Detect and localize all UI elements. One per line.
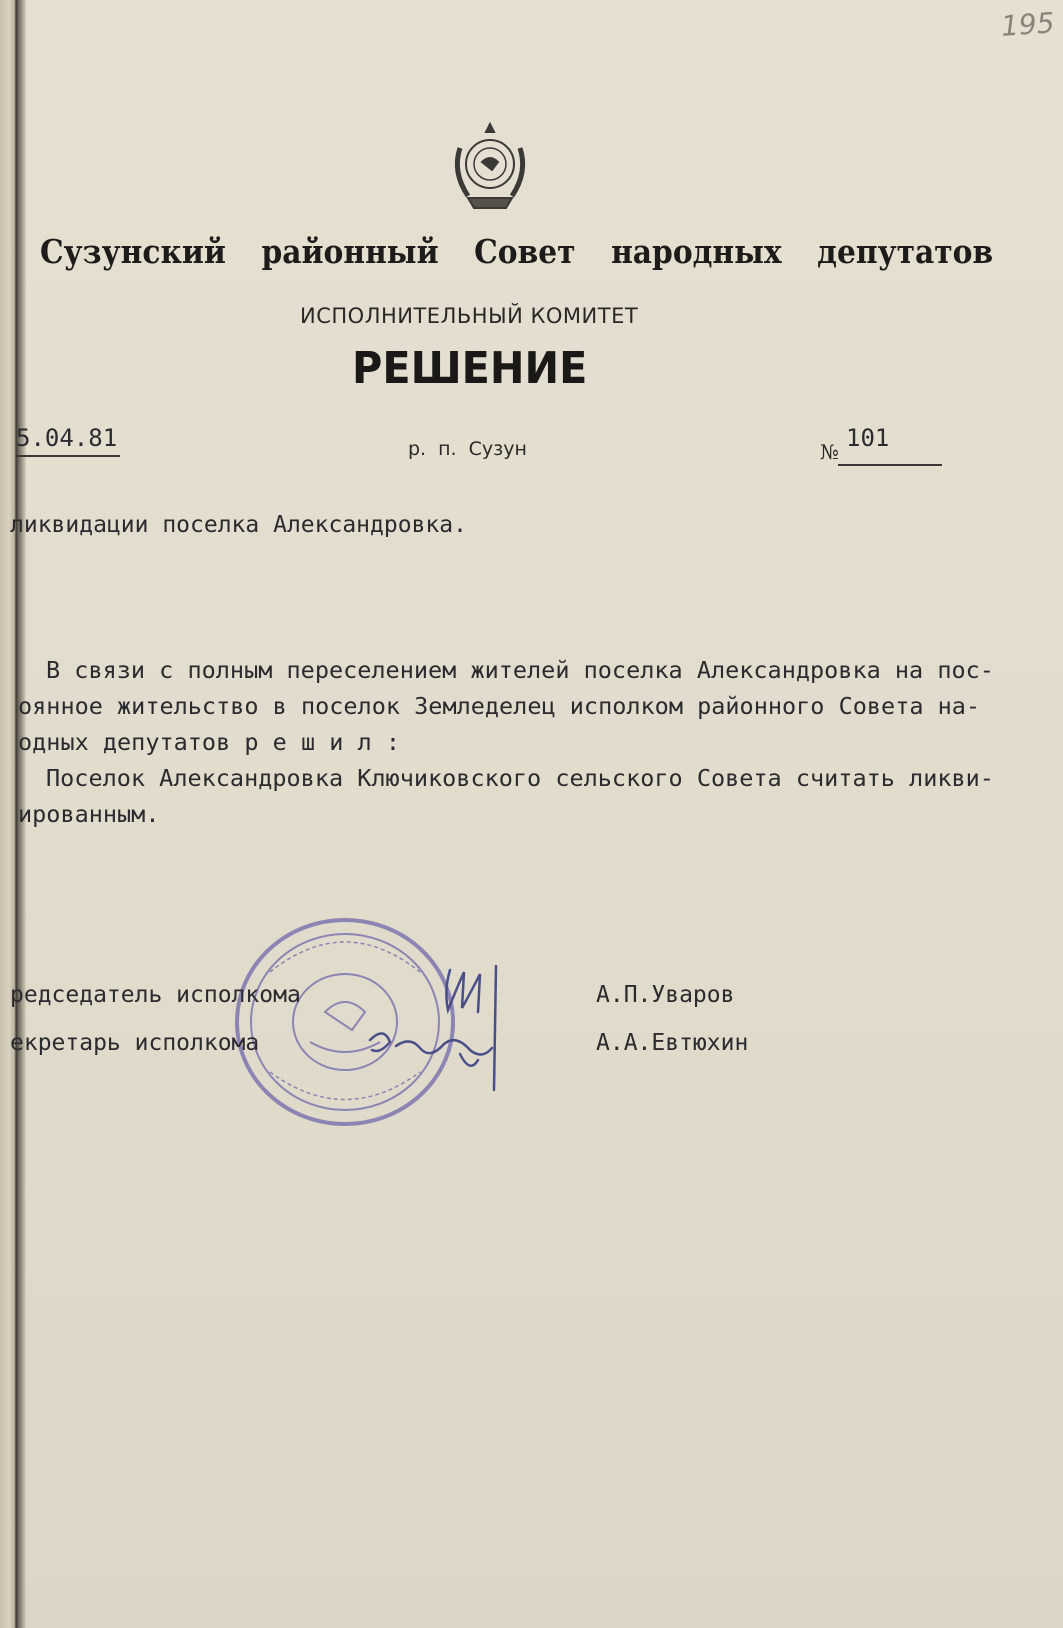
document-subject: ликвидации поселка Александровка. <box>10 512 467 538</box>
body-line-4: Поселок Александровка Ключиковского сельского Совета считать ликви- <box>46 764 994 792</box>
emblem-icon <box>446 118 534 214</box>
secretary-name: А.А.Евтюхин <box>596 1030 749 1056</box>
body-line-1: В связи с полным переселением жителей поселка Александровка на пос- <box>46 656 994 684</box>
document-type-title: РЕШЕНИЕ <box>352 343 588 394</box>
document-place: р. п. Сузун <box>408 438 527 460</box>
body-line-3: одных депутатов р е ш и л : <box>18 728 401 756</box>
document-number: 101 <box>846 424 890 452</box>
document-date: 5.04.81 <box>16 424 118 452</box>
number-sign: № <box>820 440 839 464</box>
secretary-role: екретарь исполкома <box>10 1030 260 1056</box>
number-underline <box>838 464 942 466</box>
chairman-role: редседатель исполкома <box>10 982 301 1008</box>
committee-title: ИСПОЛНИТЕЛЬНЫЙ КОМИТЕТ <box>300 304 639 328</box>
body-line-5: ированным. <box>18 800 160 828</box>
chairman-name: А.П.Уваров <box>596 982 735 1008</box>
archive-page-number: 195 <box>999 6 1056 43</box>
body-line-2: оянное жительство в поселок Земледелец исполком районного Совета на- <box>18 692 981 720</box>
date-underline <box>16 455 120 457</box>
council-name: Сузунский районный Совет народных депутатов <box>40 232 994 271</box>
signature-icon <box>360 950 530 1120</box>
